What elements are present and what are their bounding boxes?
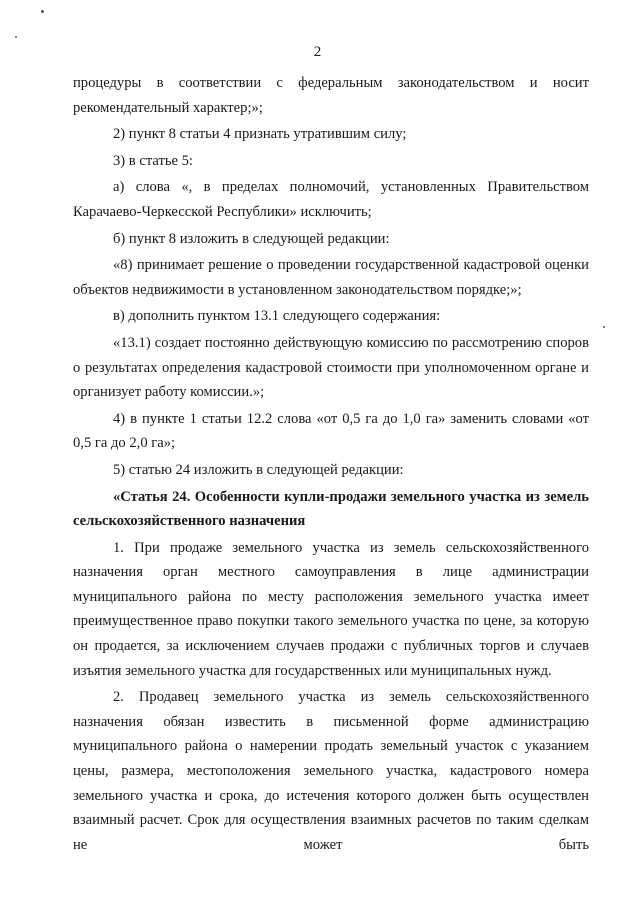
paragraph-item-2: 2) пункт 8 статьи 4 признать утратившим силу; [113,126,407,143]
paragraph-item-3b: б) пункт 8 изложить в следующей редакции: [113,230,390,247]
paragraph-point-13-1: «13.1) создает постоянно действующую комиссию по рассмотрению споров о результатах определения кадастровой стоимости при уполномоченном органе и организует работу комиссии.»; [73,334,589,401]
paragraph-item-3a: а) слова «, в пределах полномочий, установленных Правительством Карачаево-Черкесской Республики» исключить; [73,179,589,220]
article-24-heading: «Статья 24. Особенности купли-продажи земельного участка из земель сельскохозяйственного назначения [73,488,589,530]
scan-speck [15,36,17,38]
article-24-part-1: 1. При продаже земельного участка из земель сельскохозяйственного назначения орган местного самоуправления в лице администрации муниципального района по месту расположения земельного участка имеет преимущественное право покупки такого земельного участка по цене, за которую он продается, за исключением случаев продажи с публичных торгов и случаев изъятия земельного участка для государственных или муниципальных нужд. [73,539,589,679]
page-number: 2 [313,44,322,60]
paragraph-item-3c: в) дополнить пунктом 13.1 следующего содержания: [113,308,441,325]
paragraph-point-8: «8) принимает решение о проведении государственной кадастровой оценки объектов недвижимости в установленном законодательством порядке;»; [73,257,589,298]
paragraph-item-4: 4) в пункте 1 статьи 12.2 слова «от 0,5 га до 1,0 га» заменить словами «от 0,5 га до 2,0 га»; [73,410,589,452]
paragraph-item-3: 3) в статье 5: [113,152,193,169]
article-24-part-2: 2. Продавец земельного участка из земель сельскохозяйственного назначения обязан известить в письменной форме администрацию муниципального района о намерении продать земельный участок с указанием цены, размера, местоположения земельного участка, кадастрового номера земельного участка и срока, до истечения которого должен быть осуществлен взаимный расчет. Срок для осуществления взаимных расчетов по таким сделкам не может быть [73,689,589,853]
document-body [73,71,589,857]
paragraph-continuation: процедуры в соответствии с федеральным законодательством и носит рекомендательный характер;»; [73,75,589,116]
paragraph-item-5: 5) статью 24 изложить в следующей редакции: [113,461,404,478]
scan-speck [41,10,44,13]
scan-speck [603,326,605,328]
